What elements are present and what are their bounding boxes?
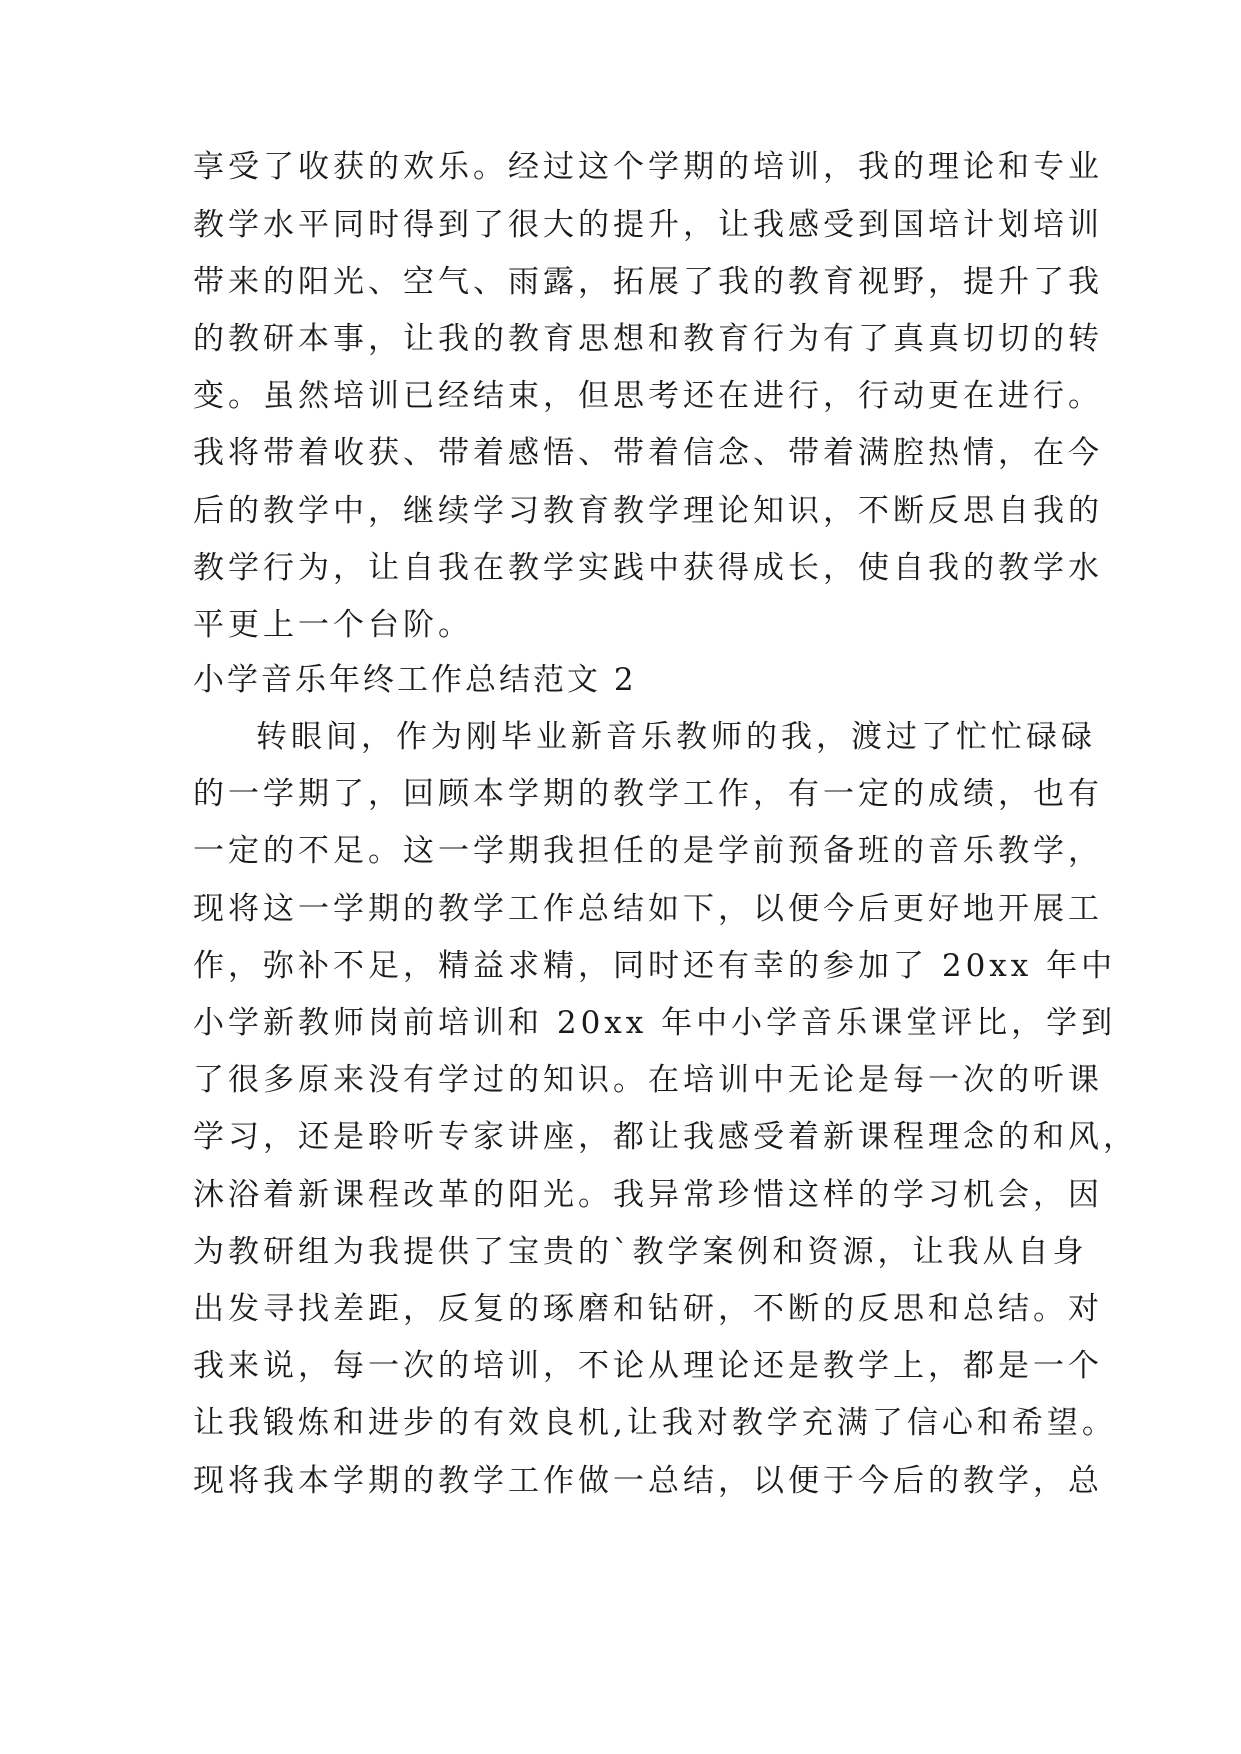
paragraph-line: 现将这一学期的教学工作总结如下，以便今后更好地开展工: [193, 891, 1103, 927]
paragraph-line: 小学新教师岗前培训和 20xx 年中小学音乐课堂评比，学到: [193, 1005, 1117, 1041]
section-heading: 小学音乐年终工作总结范文 2: [193, 662, 637, 698]
paragraph-line: 让我锻炼和进步的有效良机,让我对教学充满了信心和希望。: [193, 1405, 1117, 1441]
paragraph-line: 的一学期了，回顾本学期的教学工作，有一定的成绩，也有: [193, 776, 1103, 812]
paragraph-line: 的教研本事，让我的教育思想和教育行为有了真真切切的转: [193, 321, 1103, 357]
paragraph-line: 教学行为，让自我在教学实践中获得成长，使自我的教学水: [193, 550, 1103, 586]
paragraph-line: 了很多原来没有学过的知识。在培训中无论是每一次的听课: [193, 1062, 1103, 1098]
paragraph-line: 平更上一个台阶。: [193, 607, 473, 643]
paragraph-line: 学习，还是聆听专家讲座，都让我感受着新课程理念的和风，: [193, 1119, 1138, 1155]
paragraph-line: 变。虽然培训已经结束，但思考还在进行，行动更在进行。: [193, 378, 1103, 414]
paragraph-line: 我来说，每一次的培训，不论从理论还是教学上，都是一个: [193, 1348, 1103, 1384]
paragraph-line: 后的教学中，继续学习教育教学理论知识，不断反思自我的: [193, 493, 1103, 529]
paragraph-line: 我将带着收获、带着感悟、带着信念、带着满腔热情，在今: [193, 435, 1103, 471]
paragraph-line: 教学水平同时得到了很大的提升，让我感受到国培计划培训: [193, 207, 1103, 243]
paragraph-line: 转眼间，作为刚毕业新音乐教师的我，渡过了忙忙碌碌: [256, 719, 1096, 755]
paragraph-line: 现将我本学期的教学工作做一总结，以便于今后的教学，总: [193, 1463, 1103, 1499]
paragraph-line: 享受了收获的欢乐。经过这个学期的培训，我的理论和专业: [193, 149, 1103, 185]
paragraph-line: 带来的阳光、空气、雨露，拓展了我的教育视野，提升了我: [193, 264, 1103, 300]
paragraph-line: 为教研组为我提供了宝贵的`教学案例和资源，让我从自身: [193, 1234, 1088, 1270]
paragraph-line: 出发寻找差距，反复的琢磨和钻研，不断的反思和总结。对: [193, 1291, 1103, 1327]
paragraph-line: 沐浴着新课程改革的阳光。我异常珍惜这样的学习机会，因: [193, 1177, 1103, 1213]
paragraph-line: 一定的不足。这一学期我担任的是学前预备班的音乐教学，: [193, 833, 1103, 869]
paragraph-line: 作，弥补不足，精益求精，同时还有幸的参加了 20xx 年中: [193, 948, 1117, 984]
